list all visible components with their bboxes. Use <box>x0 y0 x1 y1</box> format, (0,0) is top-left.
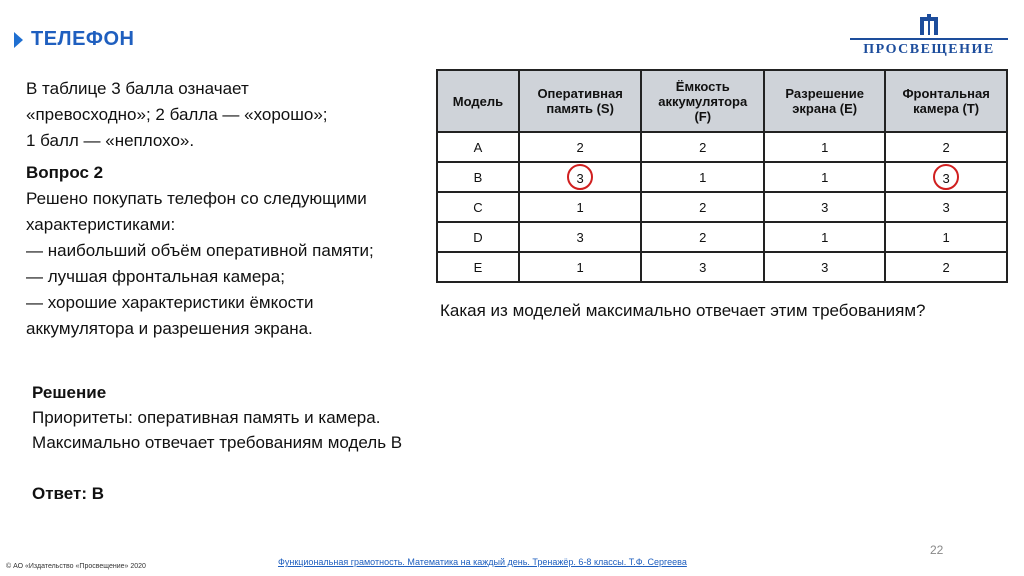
cell-model: A <box>437 132 519 162</box>
cell-model: D <box>437 222 519 252</box>
cell-ram: 2 <box>519 132 642 162</box>
question-line: — лучшая фронтальная камера; <box>26 267 285 286</box>
cell-ram: 1 <box>519 252 642 282</box>
side-question: Какая из моделей максимально отвечает этим требованиям? <box>440 301 926 320</box>
cell-camera <box>885 162 1007 192</box>
cell-screen: 1 <box>764 162 885 192</box>
cell-screen: 1 <box>764 222 885 252</box>
header-ram: Оперативная память (S) <box>519 70 642 132</box>
cell-model: C <box>437 192 519 222</box>
table-row <box>437 222 1007 252</box>
intro-line: В таблице 3 балла означает <box>26 79 249 98</box>
cell-camera: 2 <box>885 132 1007 162</box>
cell-camera: 3 <box>885 192 1007 222</box>
cell-ram <box>519 162 642 192</box>
cell-battery: 1 <box>641 162 764 192</box>
question-line: — наибольший объём оперативной памяти; <box>26 241 374 260</box>
cell-ram: 1 <box>519 192 642 222</box>
phone-ratings-table <box>436 69 1008 283</box>
footer-source-link[interactable]: Функциональная грамотность. Математика на каждый день. Тренажёр. 6-8 классы. Т.Ф. Сергеева <box>278 557 687 567</box>
cell-screen: 3 <box>764 252 885 282</box>
intro-line: 1 балл — «неплохо». <box>26 131 195 150</box>
solution-heading: Решение <box>32 383 107 402</box>
task-text <box>26 76 436 342</box>
cell-screen: 1 <box>764 132 885 162</box>
cell-battery: 3 <box>641 252 764 282</box>
solution-block <box>32 380 402 455</box>
cell-model: B <box>437 162 519 192</box>
header-camera: Фронтальная камера (T) <box>885 70 1007 132</box>
question-line: характеристиками: <box>26 215 176 234</box>
header-screen: Разрешение экрана (E) <box>764 70 885 132</box>
header-model: Модель <box>437 70 519 132</box>
intro-text <box>26 76 436 154</box>
highlighted-value: 3 <box>933 164 959 190</box>
phone-ratings-table-container <box>436 69 1008 275</box>
cell-battery: 2 <box>641 192 764 222</box>
publisher-logo <box>848 12 1010 64</box>
publisher-emblem-icon <box>918 14 940 36</box>
table-row <box>437 252 1007 282</box>
table-row <box>437 132 1007 162</box>
cell-camera: 2 <box>885 252 1007 282</box>
play-arrow-icon <box>14 32 23 48</box>
answer-text: Ответ: В <box>32 484 104 503</box>
cell-camera: 1 <box>885 222 1007 252</box>
page-number: 22 <box>930 543 944 557</box>
question-line: аккумулятора и разрешения экрана. <box>26 319 313 338</box>
cell-battery: 2 <box>641 132 764 162</box>
solution-line: Максимально отвечает требованиям модель В <box>32 433 403 452</box>
question-heading: Вопрос 2 <box>26 163 104 182</box>
solution-line: Приоритеты: оперативная память и камера. <box>32 408 381 427</box>
intro-line: «превосходно»; 2 балла — «хорошо»; <box>26 105 328 124</box>
cell-model: E <box>437 252 519 282</box>
highlighted-value: 3 <box>567 164 593 190</box>
question-line: Решено покупать телефон со следующими <box>26 189 367 208</box>
table-header-row <box>437 70 1007 132</box>
slide-title: ТЕЛЕФОН <box>31 28 135 50</box>
question-line: — хорошие характеристики ёмкости <box>26 293 314 312</box>
cell-screen: 3 <box>764 192 885 222</box>
cell-battery: 2 <box>641 222 764 252</box>
question-block <box>26 160 436 342</box>
slide-header <box>14 28 135 51</box>
header-battery: Ёмкость аккумулятора (F) <box>641 70 764 132</box>
logo-wordmark: ПРОСВЕЩЕНИЕ <box>863 42 995 57</box>
cell-ram: 3 <box>519 222 642 252</box>
logo-rule <box>850 38 1008 40</box>
table-row <box>437 162 1007 192</box>
copyright-notice: © АО «Издательство «Просвещение» 2020 <box>6 563 146 570</box>
table-row <box>437 192 1007 222</box>
